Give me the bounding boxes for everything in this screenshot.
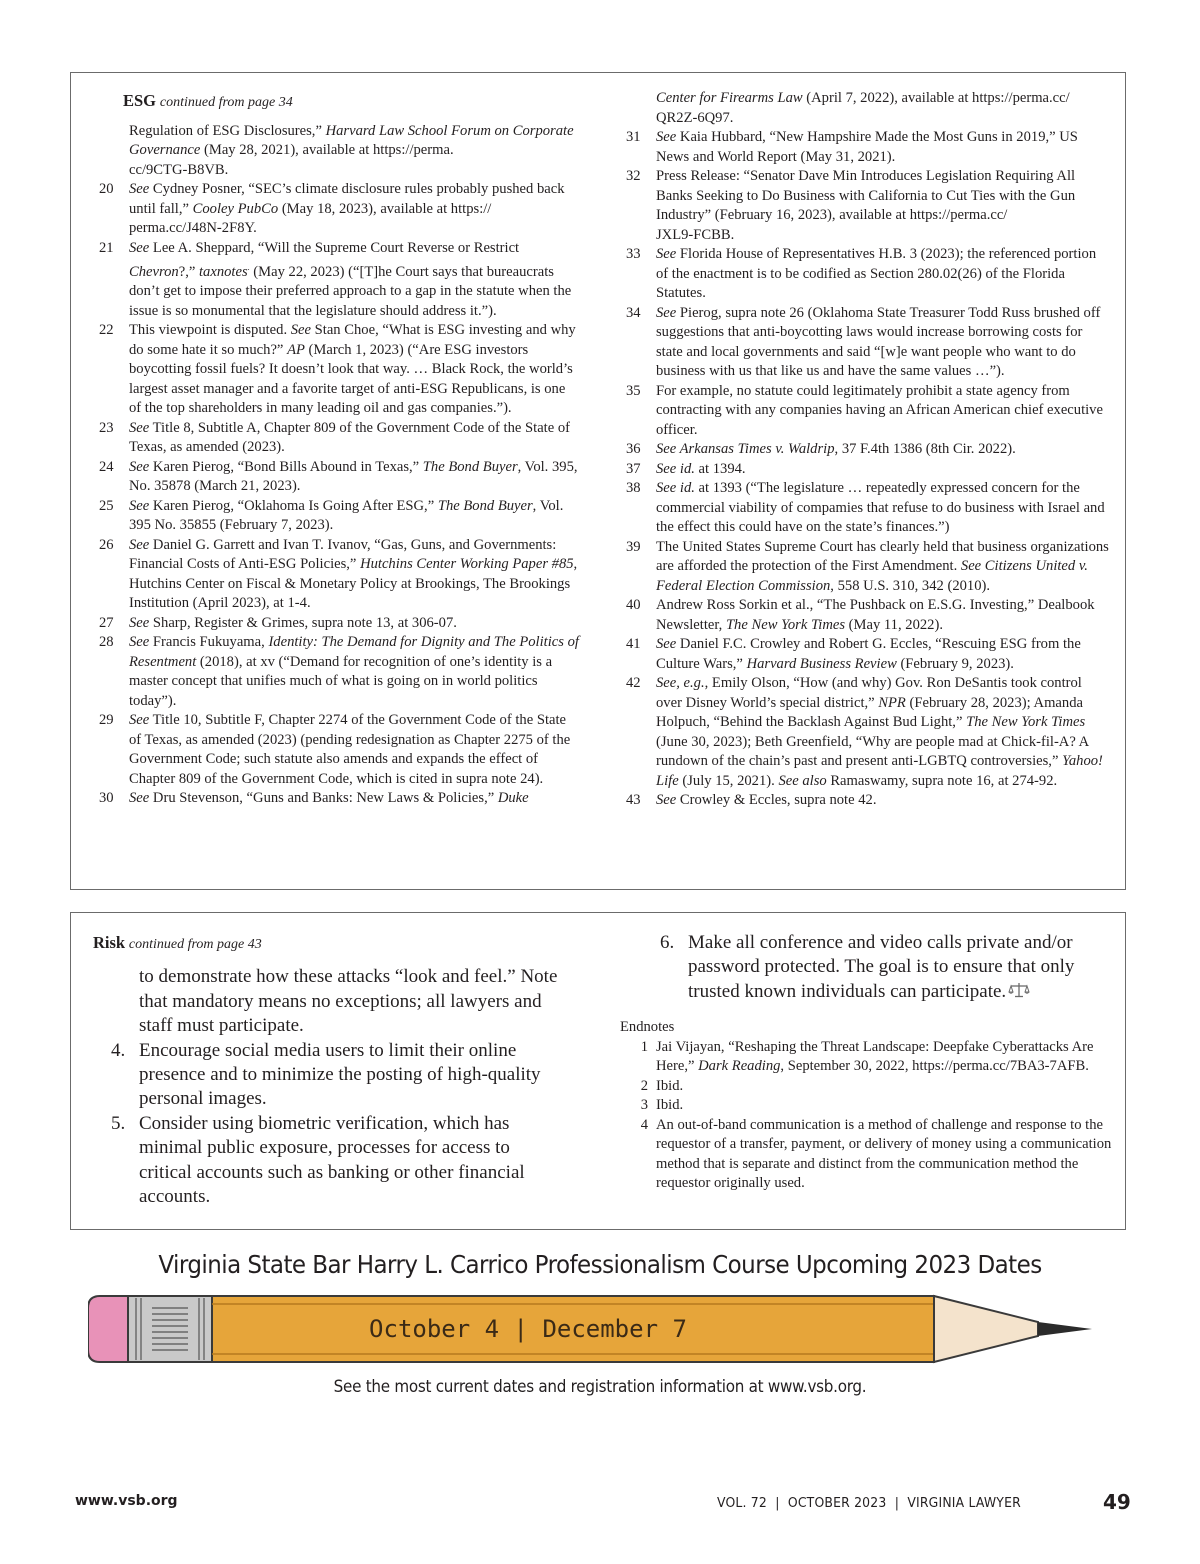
endnote-text: Center for Firearms Law (April 7, 2022), available at https://perma.cc/ QR2Z-6Q97. [656,90,1070,126]
endnote-text: See Dru Stevenson, “Guns and Banks: New Laws & Policies,” Duke [129,790,529,807]
endnote-number: 28 [99,634,114,651]
endnote-text: See Sharp, Register & Grimes, supra note 13, at 306-07. [129,614,457,631]
endnote-item [99,497,579,536]
endnote-item [626,635,1111,674]
endnote-text: See Karen Pierog, “Oklahoma Is Going After ESG,” The Bond Buyer, Vol. 395 No. 35855 (February 7, 2023). [129,497,564,534]
endnote-item [626,674,1111,791]
endnote-text: See Arkansas Times v. Waldrip, 37 F.4th 1386 (8th Cir. 2022). [656,441,1016,457]
esg-endnotes-box [70,72,1126,890]
endnote-text: See Title 10, Subtitle F, Chapter 2274 of the Government Code of the State of Texas, as amended (2023) (pending redesignation as Chapter 2275 of the Government Code; such statute also amends and expands the effect of Chapter 809 of the Government Code, which is cited in supra note 24). [129,712,571,787]
endnote-text: See Title 8, Subtitle A, Chapter 809 of the Government Code of the State of Texas, as amended (2023). [129,419,571,456]
endnote-number: 32 [626,168,641,184]
course-registration-note: See the most current dates and registration information at www.vsb.org. [333,1377,867,1396]
endnote-text: See, e.g., Emily Olson, “How (and why) Gov. Ron DeSantis took control over Disney World’s special district,” NPR (February 28, 2023); Amanda Holpuch, “Behind the Backlash Against Bud Light,” The New York Times (June 30, 2023); Beth Greenfield, “Why are people mad at Chick-fil-A? A rundown of the chain’s past and present anti-LGBTQ controversies,” Yahoo! Life (July 15, 2021). See also Ramaswamy, supra note 16, at 274-92. [656,675,1103,789]
endnote-item [99,614,579,634]
esg-left-column [99,91,579,809]
endnote-item [626,128,1111,167]
endnote-item [99,711,579,789]
risk-item-text: Make all conference and video calls private and/or password protected. The goal is to ensure that only trusted known individuals can participate. [688,932,1075,1002]
endnote-number: 3 [640,1097,648,1114]
risk-continued-label: continued from page 43 [128,937,262,952]
endnote-item [626,440,1111,460]
endnote-item [99,180,579,239]
pencil-lead [1038,1322,1092,1336]
endnote-item [626,382,1111,441]
endnote-text: See Daniel G. Garrett and Ivan T. Ivanov, “Gas, Guns, and Governments: Financial Costs of Anti-ESG Policies,” Hutchins Center Working Paper #85, Hutchins Center on Fiscal & Monetary Policy at Brookings, The Brookings Institution (April 2023), at 1-4. [129,536,578,612]
endnote-number: 22 [99,322,114,339]
course-title: Virginia State Bar Harry L. Carrico Professionalism Course Upcoming 2023 Dates [158,1250,1042,1279]
endnote-number: 41 [626,636,641,652]
endnote-number: 23 [99,419,114,436]
endnote-number: 39 [626,538,641,555]
page-number: 49 [1103,1490,1131,1514]
endnote-item [620,1038,1115,1077]
endnote-text: See Francis Fukuyama, Identity: The Demand for Dignity and The Politics of Resentment (2018), at xv (“Demand for recognition of one’s identity is a master concept that unifies much of what is going on in world politics today”). [129,634,579,709]
endnote-text: Ibid. [656,1077,684,1094]
endnote-item [620,1116,1115,1194]
endnote-item [626,460,1111,480]
endnote-number: 24 [99,458,114,475]
endnote-text: Jai Vijayan, “Reshaping the Threat Landscape: Deepfake Cyberattacks Are Here,” Dark Reading, September 30, 2022, https://perma.cc/7BA3-7AFB. [656,1038,1094,1075]
risk-item-number: 6. [660,932,675,953]
endnote-text: See Crowley & Eccles, supra note 42. [656,792,877,808]
esg-continued-label: continued from page 34 [159,95,293,110]
endnote-text: An out-of-band communication is a method of challenge and response to the requestor of a transfer, payment, or delivery of money using a communication method that is separate and distinct from the communication method the requestor originally used. [656,1116,1112,1192]
endnote-item [626,791,1111,811]
risk-lead-text: to demonstrate how these attacks “look and feel.” Note that mandatory means no exceptions; all lawyers and staff must participate. [139,966,558,1037]
endnote-text: See Daniel F.C. Crowley and Robert G. Eccles, “Rescuing ESG from the Culture Wars,” Harvard Business Review (February 9, 2023). [656,636,1081,672]
risk-continued-heading [93,931,563,957]
pencil-wood-tip [934,1296,1038,1362]
endnote-number: 29 [99,712,114,729]
endnote-number: 43 [626,792,641,808]
endnote-text: For example, no statute could legitimately prohibit a state agency from contracting with any companies having an African American chief executive officer. [656,382,1103,438]
risk-item-number: 4. [111,1039,126,1061]
endnote-number: 25 [99,497,114,514]
pencil-eraser [88,1296,128,1362]
esg-right-notes [626,89,1111,811]
esg-right-column [626,89,1111,811]
footer-website[interactable]: www.vsb.org [75,1493,178,1509]
endnote-item [626,304,1111,382]
endnote-item [626,89,1111,128]
risk-title: Risk [93,933,126,952]
endnote-text: See Karen Pierog, “Bond Bills Abound in Texas,” The Bond Buyer, Vol. 395, No. 35878 (March 21, 2023). [129,458,578,495]
endnote-text: Ibid. [656,1097,684,1114]
esg-left-notes [99,122,579,809]
endnote-number: 40 [626,597,641,613]
endnote-number: 38 [626,480,641,496]
endnote-text: See Cydney Posner, “SEC’s climate disclosure rules probably pushed back until fall,” Cooley PubCo (May 18, 2023), available at https:// perma.cc/J48N-2F8Y. [129,181,565,236]
endnote-item [99,239,579,322]
endnote-number: 2 [640,1077,648,1094]
endnote-text: Press Release: “Senator Dave Min Introduces Legislation Requiring All Banks Seeking to Do Business with California to Cut Ties with the Gun Industry” (February 16, 2023), available at https://perma.cc/ JXL9-FCBB. [656,168,1076,243]
endnote-text: See Florida House of Representatives H.B. 3 (2023); the referenced portion of the enactment is to be codified as Section 280.02(26) of the Florida Statutes. [656,246,1097,301]
endnote-number: 35 [626,382,641,399]
endnote-number: 31 [626,129,641,145]
endnote-number: 30 [99,790,114,807]
endnote-item [99,789,579,809]
course-dates: October 4 | December 7 [369,1315,687,1343]
endnote-number: 27 [99,614,114,631]
endnote-number: 37 [626,460,641,477]
endnote-number: 33 [626,246,641,262]
endnote-number: 4 [640,1116,648,1133]
endnote-item [626,479,1111,538]
endnote-text: See Lee A. Sheppard, “Will the Supreme Court Reverse or Restrict Chevron?,” taxnotes. (May 22, 2023) (“[T]he Court says that bureaucrats don’t get to impose their preferred approach to a gap in the statute when the issue is so monumental that the legislature should address it.”). [129,239,572,319]
endnote-text: Regulation of ESG Disclosures,” Harvard Law School Forum on Corporate Governance (May 28, 2021), available at https://perma. cc/9CTG-B8VB. [129,122,574,178]
endnote-item [626,167,1111,245]
endnote-item [99,321,579,419]
endnote-item [99,458,579,497]
risk-list-item [93,1112,563,1210]
endnote-text: See Kaia Hubbard, “New Hampshire Made the Most Guns in 2019,” US News and World Report (May 31, 2021). [656,129,1078,165]
endnotes-heading: Endnotes [620,1019,675,1036]
endnote-item [99,122,579,181]
endnote-text: The United States Supreme Court has clearly held that business organizations are afforded the protection of the First Amendment. See Citizens United v. Federal Election Commission, 558 U.S. 310, 342 (2010). [656,538,1109,594]
endnote-number: 1 [640,1038,648,1055]
endnote-number: 34 [626,304,641,321]
endnote-item [99,419,579,458]
endnote-text: This viewpoint is disputed. See Stan Choe, “What is ESG investing and why do some hate it so much?” AP (March 1, 2023) (“Are ESG investors boycotting fossil fuels? It doesn’t look that way. … Black Rock, the world’s largest asset manager and a favorite target of anti-ESG Republicans, is one of the top shareholders in many leading oil and gas companies.”). [129,322,576,417]
endnote-number: 21 [99,239,114,256]
footer-publication-info: VOL. 72 | OCTOBER 2023 | VIRGINIA LAWYER [717,1495,1021,1511]
endnote-item [620,1096,1115,1116]
endnote-text: See Pierog, supra note 26 (Oklahoma State Treasurer Todd Russ brushed off suggestions that anti-boycotting laws would increase borrowing costs for state and local governments and said “[w]e want people who want to do business with us that like us and have the same values …”). [656,304,1101,379]
endnote-item [99,633,579,711]
risk-item-number: 5. [111,1112,126,1134]
pencil-graphic [88,1292,1098,1366]
risk-box [70,912,1126,1230]
esg-title: ESG [123,91,157,110]
endnote-item [99,536,579,614]
endnote-text: Andrew Ross Sorkin et al., “The Pushback on E.S.G. Investing,” Dealbook Newsletter, The New York Times (May 11, 2022). [656,597,1095,633]
risk-endnotes-list [620,1038,1115,1194]
risk-item-text: Consider using biometric verification, which has minimal public exposure, processes for access to critical accounts such as banking or other financial accounts. [139,1112,525,1208]
endnote-item [626,538,1111,597]
risk-item-text: Encourage social media users to limit their online presence and to minimize the posting of high-quality personal images. [139,1039,541,1110]
risk-list-item [93,1039,563,1112]
esg-continued-heading [123,91,579,113]
endnote-number: 42 [626,675,641,691]
endnote-item [626,596,1111,635]
endnote-number: 20 [99,181,114,197]
risk-list-item [642,931,1115,1004]
risk-right-column [620,931,1115,1194]
endnote-item [626,245,1111,304]
endnote-text: See id. at 1394. [656,460,746,477]
endnote-text: See id. at 1393 (“The legislature … repeatedly expressed concern for the commercial viability of compamies that refuse to do business with Israel and the effect this could have on the state’s finances.”) [656,480,1105,535]
scales-of-justice-icon [1008,982,1030,998]
endnote-number: 26 [99,536,114,553]
endnote-item [620,1077,1115,1097]
risk-left-column [93,931,563,1209]
endnote-number: 36 [626,441,641,457]
